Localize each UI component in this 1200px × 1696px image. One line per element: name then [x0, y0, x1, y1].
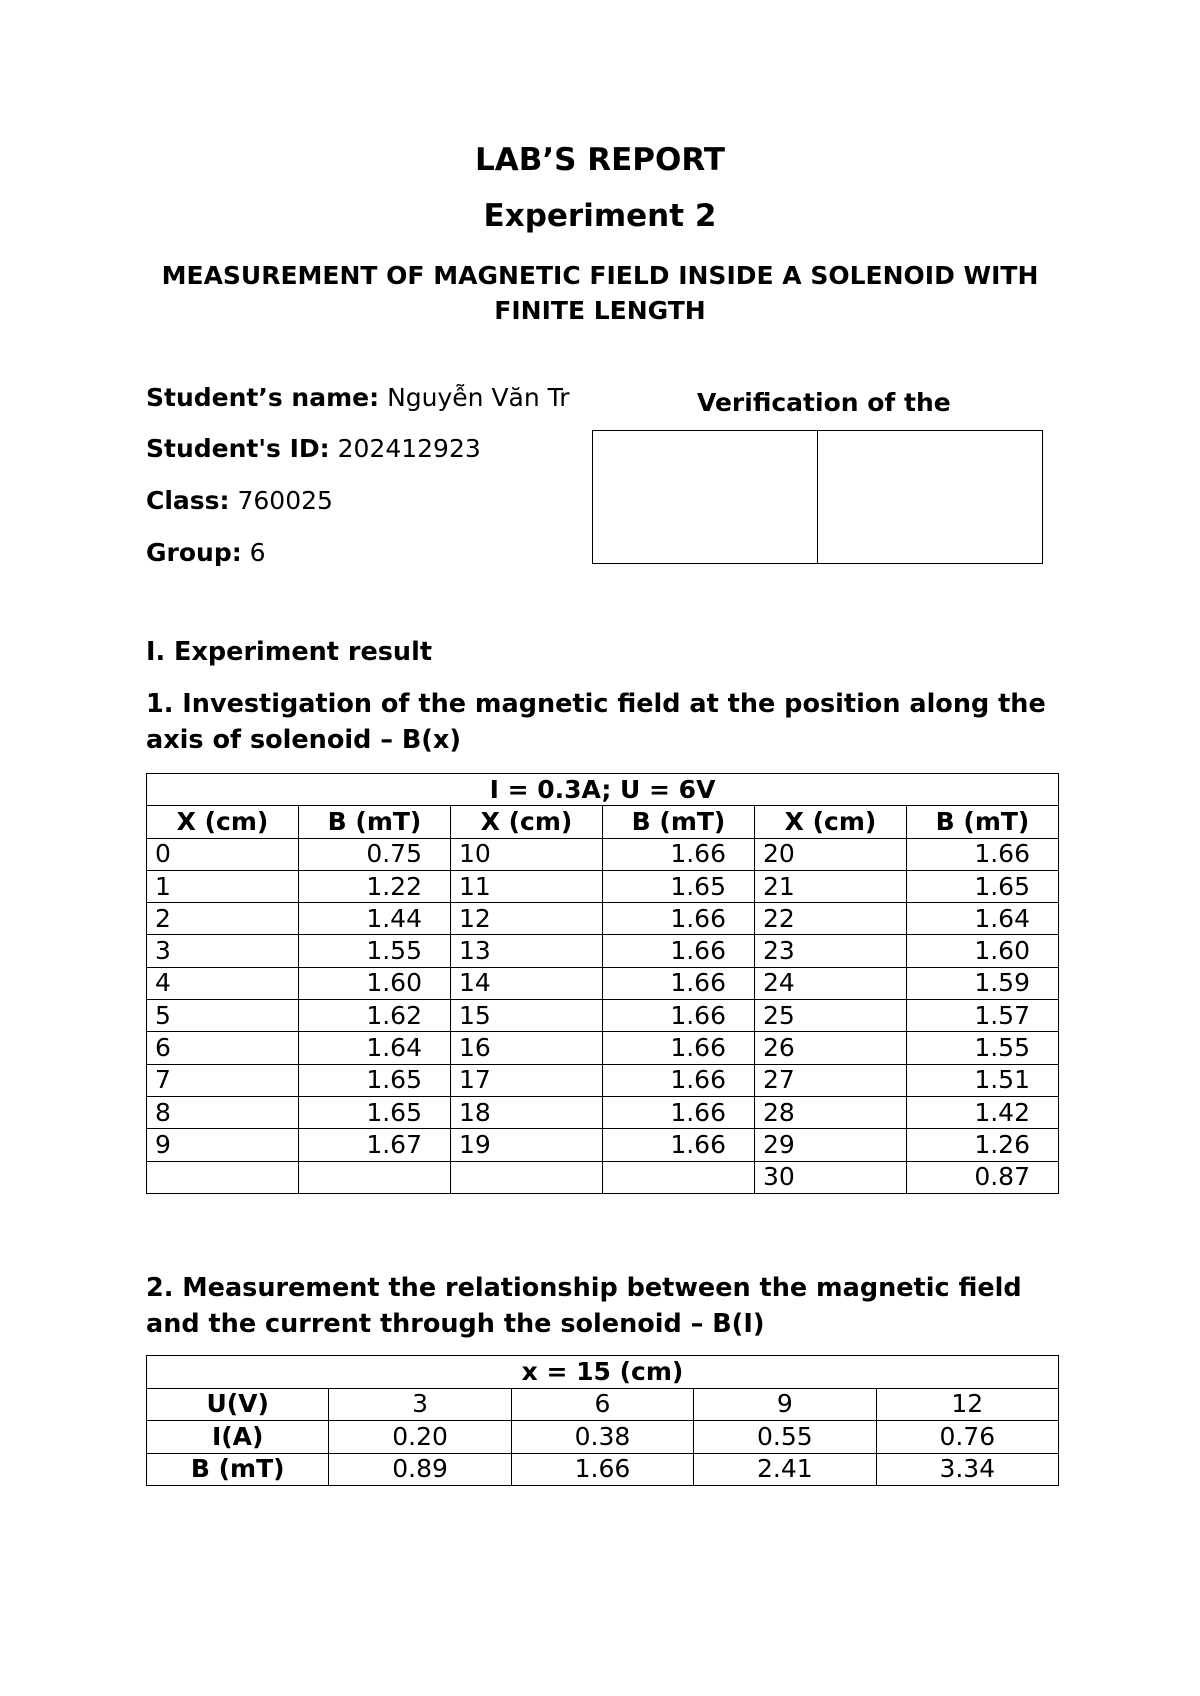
b-cell: 1.66	[603, 935, 755, 967]
b-cell	[603, 1161, 755, 1193]
table-row	[147, 1129, 1059, 1161]
value-cell: 0.38	[511, 1421, 693, 1454]
x-cell: 18	[451, 1096, 603, 1128]
table-row	[147, 1388, 1059, 1421]
x-cell: 30	[755, 1161, 907, 1193]
x-cell: 26	[755, 1032, 907, 1064]
b-cell: 1.66	[603, 1129, 755, 1161]
b-cell: 1.57	[907, 1000, 1059, 1032]
x-cell: 6	[147, 1032, 299, 1064]
column-header: B (mT)	[603, 806, 755, 838]
column-header: B (mT)	[907, 806, 1059, 838]
table-row	[147, 1161, 1059, 1193]
b-cell: 1.64	[907, 903, 1059, 935]
x-cell	[147, 1161, 299, 1193]
x-cell: 29	[755, 1129, 907, 1161]
x-cell: 24	[755, 967, 907, 999]
value-cell: 12	[876, 1388, 1058, 1421]
column-header: X (cm)	[755, 806, 907, 838]
b-cell: 1.59	[907, 967, 1059, 999]
b-cell: 0.87	[907, 1161, 1059, 1193]
x-cell: 2	[147, 903, 299, 935]
x-cell: 27	[755, 1064, 907, 1096]
table-row	[147, 1453, 1059, 1486]
bx-table-condition-row	[147, 774, 1059, 806]
b-cell: 1.66	[603, 1032, 755, 1064]
table-row	[147, 1064, 1059, 1096]
x-cell: 12	[451, 903, 603, 935]
b-cell: 1.62	[299, 1000, 451, 1032]
b-cell: 1.55	[299, 935, 451, 967]
table-row	[147, 1096, 1059, 1128]
value-cell: 0.55	[694, 1421, 876, 1454]
x-cell: 11	[451, 870, 603, 902]
bi-table-condition: x = 15 (cm)	[147, 1356, 1059, 1389]
table-row	[147, 1032, 1059, 1064]
value-cell: 0.76	[876, 1421, 1058, 1454]
group-label: Group:	[146, 538, 242, 567]
class-value: 760025	[237, 486, 333, 515]
b-cell: 1.65	[907, 870, 1059, 902]
x-cell: 20	[755, 838, 907, 870]
b-cell: 1.66	[603, 903, 755, 935]
class-label: Class:	[146, 486, 230, 515]
x-cell: 0	[147, 838, 299, 870]
table-row	[147, 870, 1059, 902]
b-cell: 1.66	[603, 1000, 755, 1032]
x-cell	[451, 1161, 603, 1193]
b-cell: 1.66	[907, 838, 1059, 870]
b-cell	[299, 1161, 451, 1193]
row-header: I(A)	[147, 1421, 329, 1454]
student-name-value: Nguyễn Văn Tr	[387, 383, 570, 412]
bi-table	[146, 1355, 1059, 1486]
x-cell: 21	[755, 870, 907, 902]
b-cell: 0.75	[299, 838, 451, 870]
student-id-label: Student's ID:	[146, 434, 330, 463]
b-cell: 1.51	[907, 1064, 1059, 1096]
x-cell: 7	[147, 1064, 299, 1096]
table-row	[147, 967, 1059, 999]
b-cell: 1.60	[299, 967, 451, 999]
column-header: X (cm)	[451, 806, 603, 838]
subsection-heading-bi: 2. Measurement the relationship between the magnetic field and the current through the solenoid – B(I)	[146, 1273, 1022, 1339]
verification-cell-right	[817, 431, 1042, 563]
table-row	[147, 1000, 1059, 1032]
verification-label: Verification of the	[697, 388, 951, 417]
x-cell: 5	[147, 1000, 299, 1032]
table-row	[147, 1421, 1059, 1454]
x-cell: 16	[451, 1032, 603, 1064]
x-cell: 1	[147, 870, 299, 902]
x-cell: 14	[451, 967, 603, 999]
b-cell: 1.26	[907, 1129, 1059, 1161]
b-cell: 1.22	[299, 870, 451, 902]
value-cell: 9	[694, 1388, 876, 1421]
b-cell: 1.42	[907, 1096, 1059, 1128]
value-cell: 6	[511, 1388, 693, 1421]
group-row	[146, 538, 266, 567]
section-heading-results: I. Experiment result	[146, 637, 433, 667]
row-header: U(V)	[147, 1388, 329, 1421]
x-cell: 28	[755, 1096, 907, 1128]
value-cell: 2.41	[694, 1453, 876, 1486]
bx-table	[146, 773, 1059, 1194]
value-cell: 3.34	[876, 1453, 1058, 1486]
experiment-number: Experiment 2	[483, 198, 717, 234]
b-cell: 1.66	[603, 967, 755, 999]
bx-table-header-row	[147, 806, 1059, 838]
x-cell: 25	[755, 1000, 907, 1032]
subsection-heading-bx: 1. Investigation of the magnetic field at the position along the axis of solenoid – B(x)	[146, 689, 1046, 755]
bx-table-condition: I = 0.3A; U = 6V	[147, 774, 1059, 806]
b-cell: 1.64	[299, 1032, 451, 1064]
x-cell: 23	[755, 935, 907, 967]
value-cell: 0.20	[329, 1421, 511, 1454]
x-cell: 15	[451, 1000, 603, 1032]
b-cell: 1.55	[907, 1032, 1059, 1064]
column-header: B (mT)	[299, 806, 451, 838]
verification-box	[592, 430, 1043, 564]
student-name-label: Student’s name:	[146, 383, 380, 412]
value-cell: 1.66	[511, 1453, 693, 1486]
verification-cell-left	[593, 431, 817, 563]
report-title: LAB’S REPORT	[474, 142, 725, 178]
b-cell: 1.65	[603, 870, 755, 902]
x-cell: 13	[451, 935, 603, 967]
b-cell: 1.65	[299, 1064, 451, 1096]
x-cell: 9	[147, 1129, 299, 1161]
x-cell: 19	[451, 1129, 603, 1161]
value-cell: 0.89	[329, 1453, 511, 1486]
b-cell: 1.44	[299, 903, 451, 935]
table-row	[147, 903, 1059, 935]
x-cell: 22	[755, 903, 907, 935]
group-value: 6	[249, 538, 266, 567]
class-row	[146, 486, 333, 515]
student-name-row	[146, 383, 608, 412]
table-row	[147, 935, 1059, 967]
bi-table-condition-row	[147, 1356, 1059, 1389]
column-header: X (cm)	[147, 806, 299, 838]
experiment-subtitle: MEASUREMENT OF MAGNETIC FIELD INSIDE A SOLENOID WITH FINITE LENGTH	[161, 261, 1039, 325]
b-cell: 1.66	[603, 838, 755, 870]
x-cell: 8	[147, 1096, 299, 1128]
row-header: B (mT)	[147, 1453, 329, 1486]
x-cell: 4	[147, 967, 299, 999]
b-cell: 1.65	[299, 1096, 451, 1128]
b-cell: 1.60	[907, 935, 1059, 967]
b-cell: 1.66	[603, 1064, 755, 1096]
student-id-row	[146, 434, 481, 463]
student-id-value: 202412923	[337, 434, 481, 463]
x-cell: 10	[451, 838, 603, 870]
value-cell: 3	[329, 1388, 511, 1421]
b-cell: 1.66	[603, 1096, 755, 1128]
x-cell: 17	[451, 1064, 603, 1096]
b-cell: 1.67	[299, 1129, 451, 1161]
x-cell: 3	[147, 935, 299, 967]
table-row	[147, 838, 1059, 870]
